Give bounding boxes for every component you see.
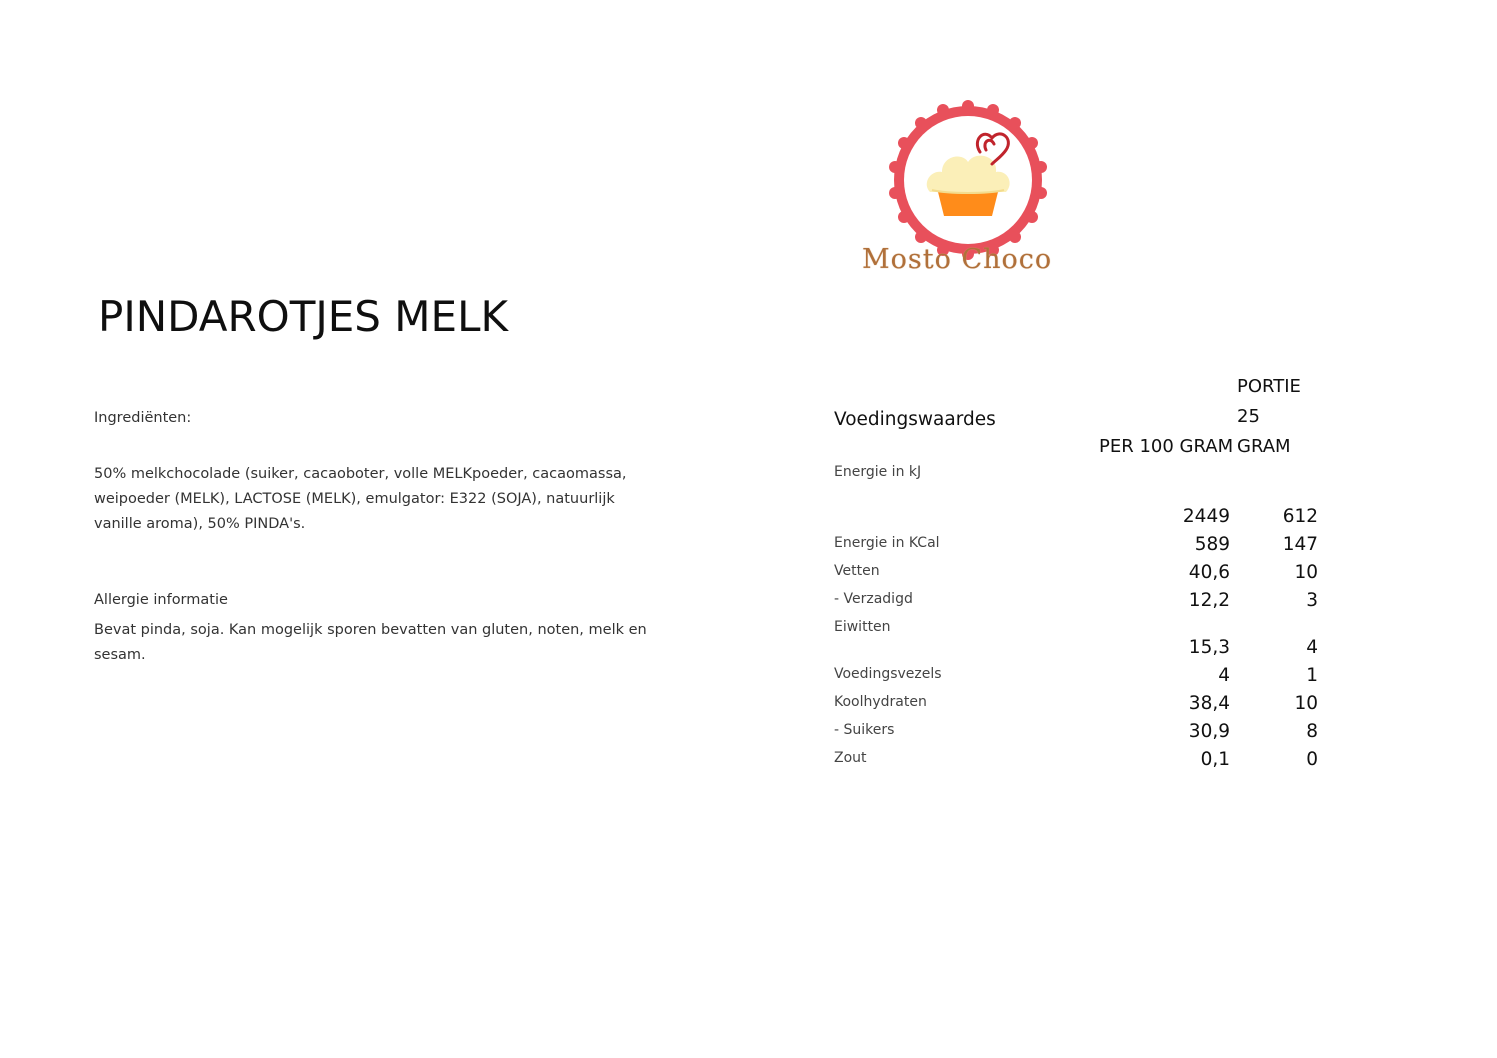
nutrition-value-portion: 3	[1306, 590, 1318, 611]
nutrition-label-energy-kj: Energie in kJ	[834, 464, 922, 480]
nutrition-value-portion: 10	[1294, 693, 1318, 714]
nutrition-value-portion: 1	[1306, 665, 1318, 686]
allergy-text	[94, 618, 654, 668]
brand-name: Mosto Choco	[862, 244, 1053, 275]
nutrition-value-per100: 2449	[1182, 506, 1230, 527]
product-title: PINDAROTJES MELK	[98, 292, 509, 341]
per100-header: PER 100 GRAM	[1099, 436, 1234, 457]
portion-header-line1: PORTIE	[1237, 376, 1301, 397]
nutrition-value-portion: 612	[1282, 506, 1318, 527]
nutrition-value-per100: 38,4	[1188, 693, 1230, 714]
allergy-line: Bevat pinda, soja. Kan mogelijk sporen bevatten van gluten, noten, melk en	[94, 622, 647, 638]
nutrition-value-per100: 40,6	[1188, 562, 1230, 583]
portion-header-line2: 25	[1237, 406, 1260, 427]
nutrition-label-salt: Zout	[834, 750, 867, 766]
nutrition-label-saturated: - Verzadigd	[834, 591, 913, 607]
nutrition-value-per100: 15,3	[1188, 637, 1230, 658]
allergy-line: sesam.	[94, 647, 146, 663]
nutrition-label-protein: Eiwitten	[834, 619, 891, 635]
ingredients-line: vanille aroma), 50% PINDA's.	[94, 516, 306, 532]
nutrition-value-per100: 4	[1218, 665, 1230, 686]
nutrition-value-portion: 0	[1306, 749, 1318, 770]
nutrition-value-portion: 4	[1306, 637, 1318, 658]
nutrition-label-fat: Vetten	[834, 563, 880, 579]
ingredients-line: 50% melkchocolade (suiker, cacaoboter, volle MELKpoeder, cacaomassa,	[94, 466, 627, 482]
nutrition-value-per100: 589	[1194, 534, 1230, 555]
ingredients-heading: Ingrediënten:	[94, 410, 192, 426]
portion-header-line3: GRAM	[1237, 436, 1291, 457]
ingredients-line: weipoeder (MELK), LACTOSE (MELK), emulgator: E322 (SOJA), natuurlijk	[94, 491, 615, 507]
nutrition-value-per100: 0,1	[1200, 749, 1230, 770]
allergy-heading: Allergie informatie	[94, 592, 228, 608]
nutrition-value-portion: 147	[1282, 534, 1318, 555]
nutrition-value-portion: 8	[1306, 721, 1318, 742]
nutrition-label-carbs: Koolhydraten	[834, 694, 927, 710]
nutrition-label-energy-kcal: Energie in KCal	[834, 535, 940, 551]
ingredients-text	[94, 462, 654, 537]
nutrition-title: Voedingswaardes	[834, 409, 996, 430]
nutrition-value-per100: 12,2	[1188, 590, 1230, 611]
nutrition-value-per100: 30,9	[1188, 721, 1230, 742]
nutrition-label-fiber: Voedingsvezels	[834, 666, 942, 682]
nutrition-value-portion: 10	[1294, 562, 1318, 583]
nutrition-label-sugars: - Suikers	[834, 722, 895, 738]
